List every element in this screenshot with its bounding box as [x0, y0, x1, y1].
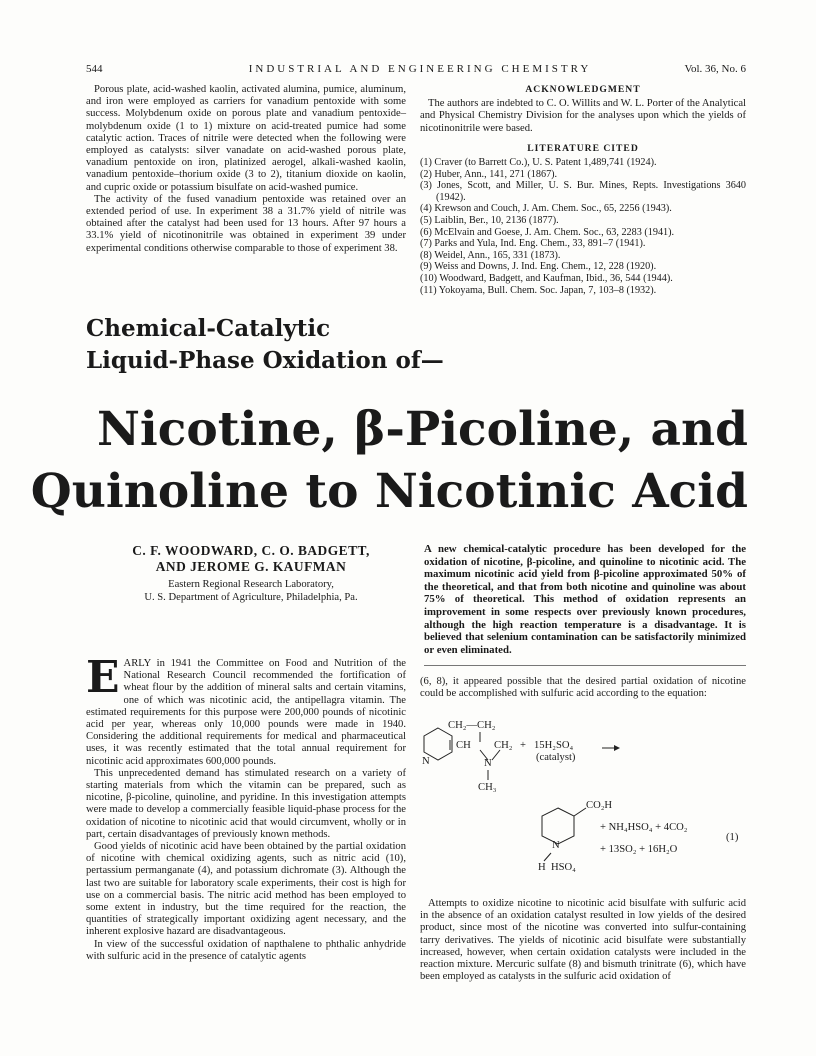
abstract-divider: [424, 665, 746, 666]
body-right-intro: [420, 676, 746, 700]
reference-item: (2) Huber, Ann., 141, 271 (1867).: [420, 168, 558, 180]
title-line-2: Liquid-Phase Oxidation of—: [86, 347, 444, 374]
products-line-2: + 13SO₂ + 16H₂O: [600, 844, 678, 855]
reference-item: (1) Craver (to Barrett Co.), U. S. Patent 1,489,741 (1924).: [420, 157, 657, 169]
ring-ch-label: CH: [456, 740, 471, 751]
intro-text: ARLY in 1941 the Committee on Food and Nutrition of the National Research Council recommended the fortification of wheat flour by the addition of mineral salts and certain vitamins, one of which was nicotinic acid, the antipellagra vitamin. The estimated requirements for this purpose were 200,000 pounds of nicotinic acid per year, whereas only 10,000 pounds were made in 1940. Considering the additional requirements for medical and pharmaceutical uses, it was recently estimated that the total annual requirement for nicotinic acid approximates 600,000 pounds.: [86, 658, 406, 767]
title-line-3: Nicotine, β-Picoline, and: [96, 402, 748, 457]
reference-item: (6) McElvain and Goese, J. Am. Chem. Soc., 63, 2283 (1941).: [420, 226, 675, 238]
acknowledgment-heading: ACKNOWLEDGMENT: [525, 84, 641, 95]
reference-item: (7) Parks and Yula, Ind. Eng. Chem., 33, 891–7 (1941).: [420, 238, 646, 250]
author-block: [86, 543, 416, 604]
paragraph: (6, 8), it appeared possible that the desired partial oxidation of nicotine could be accomplished with sulfuric acid according to the equation:: [420, 676, 746, 700]
ring-ch2-label: CH₂: [494, 740, 513, 751]
reference-item: (9) Weiss and Downs, J. Ind. Eng. Chem., 12, 228 (1920).: [420, 261, 657, 273]
intro-paragraph: [86, 652, 406, 768]
reference-item: (3) Jones, Scott, and Miller, U. S. Bur. Mines, Repts. Investigations 3640 (1942).: [420, 180, 746, 203]
journal-title: INDUSTRIAL AND ENGINEERING CHEMISTRY: [248, 63, 592, 75]
paragraph: Porous plate, acid-washed kaolin, activated alumina, pumice, aluminum, and iron were employed as carriers for vanadium pentoxide with some success. Molybdenum oxide on porous plate and vanadium pentoxide–molybdenum oxide (1 to 1) mixture on acid-treated pumice had some catalytic action. Traces of nitrile were detected when the following were employed as catalysts: silver vanadate on acid-washed porous plate, vanadium pentoxide on iron, platinized aerogel, alkali-washed kaolin, vanadium pentoxide–thorium oxide (3 to 2), titanium dioxide on kaolin, and cupric oxide or potassium bisulfate on acid-washed pumice.: [86, 84, 406, 193]
products-line-1: + NH₄HSO₄ + 4CO₂: [600, 822, 688, 833]
bisulfate-label: H HSO₄: [538, 862, 576, 873]
reference-item: (4) Krewson and Couch, J. Am. Chem. Soc., 65, 2256 (1943).: [420, 203, 672, 215]
reference-item: (10) Woodward, Badgett, and Kaufman, Ibid., 36, 544 (1944).: [420, 272, 673, 284]
body-right-column: [420, 898, 746, 983]
reference-list: [420, 157, 746, 296]
product-ring-icon: [542, 808, 574, 844]
reference-item: (8) Weidel, Ann., 165, 331 (1873).: [420, 249, 561, 261]
body-left-column: [86, 652, 406, 963]
reference-item: (11) Yokoyama, Bull. Chem. Soc. Japan, 7, 103–8 (1932).: [420, 284, 657, 296]
methyl-label: CH₃: [478, 782, 497, 793]
author-names-line-1: C. F. WOODWARD, C. O. BADGETT,: [132, 543, 370, 558]
plus-sign: +: [520, 740, 526, 751]
paragraph: In view of the successful oxidation of napthalene to phthalic anhydride with sulfuric acid in the presence of catalytic agents: [86, 938, 406, 962]
affiliation-1: Eastern Regional Research Laboratory,: [168, 579, 334, 590]
chemical-equation: [420, 720, 746, 890]
paragraph: Good yields of nicotinic acid have been obtained by the partial oxidation of nicotine with chemical oxidizing agents, such as nitric acid (10), pertassium permanganate (4), and potassium dichromate (3). Although the last two are suitable for laboratory scale experiments, their cost is high for use on a commercial basis. The nitric acid method has been employed to some extent in industry, but the time required for the reaction, the quantities of strategically important oxidizing agent necessary, and the inherent explosive hazard are disadvantageous.: [86, 841, 406, 938]
drop-cap: E: [86, 652, 120, 703]
paragraph: This unprecedented demand has stimulated research on a variety of starting materials from which the vitamin can be prepared, such as nicotine, β-picoline, quinoline, and pyridine. In this investigation attempts were made to develop a commercially feasible liquid-phase process for the oxidation of nicotine to nicotinic acid that would circumvent, wholly or in part, certain disadvantages of previously known methods.: [86, 767, 406, 840]
title-line-4: Quinoline to Nicotinic Acid: [30, 464, 748, 519]
equation-number: (1): [726, 832, 739, 843]
literature-heading: LITERATURE CITED: [527, 142, 639, 154]
volume-issue: Vol. 36, No. 6: [684, 63, 746, 75]
title-line-1: Chemical-Catalytic: [86, 315, 331, 342]
back-matter: [420, 84, 746, 296]
carboxyl-label: CO₂H: [586, 800, 613, 811]
catalyst-label: (catalyst): [536, 752, 576, 763]
reagent-label: 15H₂SO₄: [534, 740, 574, 751]
paragraph: Attempts to oxidize nicotine to nicotinic acid bisulfate with sulfuric acid in the absence of an oxidation catalyst resulted in low yields of the desired product, since most of the nicotine was converted into sulfur-containing tarry derivatives. The yields of nicotinic acid bisulfate were substantially increased, however, when certain oxidation catalysts were included in the reaction mixture. Mercuric sulfate (8) and bismuth trinitrate (6), which have been employed as catalysts in the sulfuric acid oxidation of: [420, 898, 746, 983]
pyrrolidine-n-label: N: [484, 758, 492, 769]
pyridine-n-label: N: [422, 756, 430, 767]
abstract: A new chemical-catalytic procedure has been developed for the oxidation of nicotine, β-picoline, and quinoline to nicotinic acid. The maximum nicotinic acid yield from β-picoline approximated 50% of the theoretical, and that from both nicotine and quinoline was about 75% of theoretical. This method of oxidation represents an improvement in some respects over previously known procedures, although the high reaction temperature is a disadvantage. It is believed that selenium contamination can be satisfactorily minimized or even eliminated.: [424, 543, 746, 656]
author-names-line-2: AND JEROME G. KAUFMAN: [155, 559, 347, 574]
acknowledgment-text: The authors are indebted to C. O. Willits and W. L. Porter of the Analytical and Physical Chemistry Division for the analyses upon which the yields of nicotinonitrile were based.: [420, 98, 746, 134]
page-number: 544: [86, 63, 103, 75]
ring-top-label: CH₂—CH₂: [448, 720, 496, 731]
continued-text: [86, 84, 406, 255]
paragraph: The activity of the fused vanadium pentoxide was retained over an extended period of use. In experiment 38 a 31.7% yield of nitrile was obtained after the catalyst had been used for 13 hours. After 97 hours a 33.1% yield of nicotinonitrile was obtained in experiment 39 under experimental conditions otherwise comparable to those of experiment 38.: [86, 193, 406, 254]
product-n-label: N: [552, 840, 560, 851]
reference-item: (5) Laiblin, Ber., 10, 2136 (1877).: [420, 214, 559, 226]
affiliation-2: U. S. Department of Agriculture, Philadelphia, Pa.: [144, 591, 358, 603]
